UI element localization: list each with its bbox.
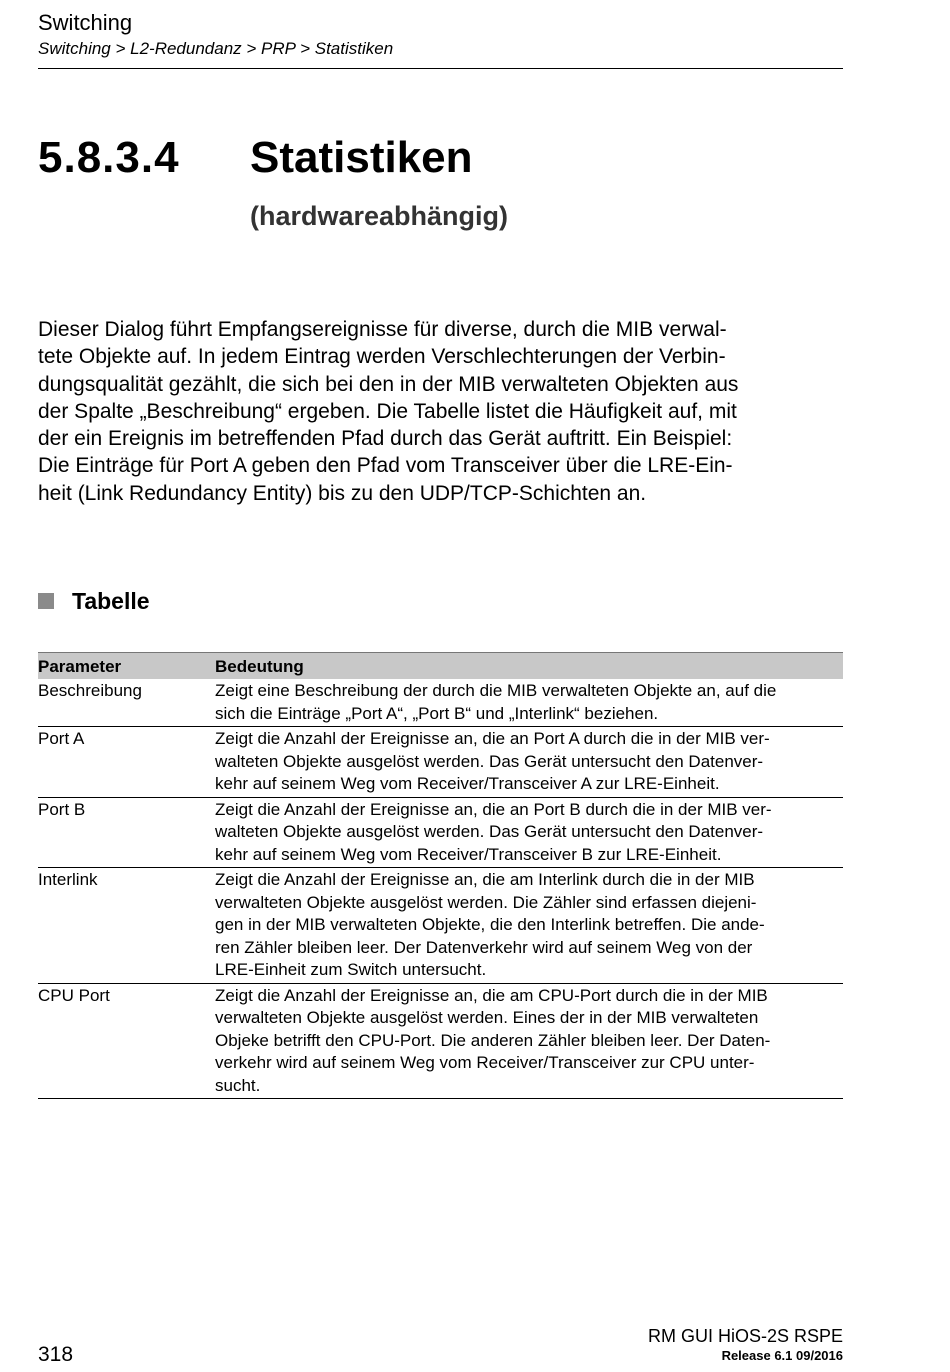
meaning-line: walteten Objekte ausgelöst werden. Das Gerät untersucht den Datenver- <box>215 751 764 771</box>
table-heading <box>38 586 150 616</box>
param-cell: Interlink <box>38 868 215 984</box>
chapter-title: Switching <box>38 10 133 35</box>
table-row <box>38 679 843 727</box>
meaning-line: kehr auf seinem Weg vom Receiver/Transceiver B zur LRE-Einheit. <box>215 844 722 864</box>
section-subtitle: (hardwareabhängig) <box>250 201 509 231</box>
page-number: 318 <box>38 1343 74 1366</box>
intro-line: der ein Ereignis im betreffenden Pfad durch das Gerät auftritt. Ein Beispiel: <box>38 427 733 451</box>
intro-line: der Spalte „Beschreibung“ ergeben. Die Tabelle listet die Häufigkeit auf, mit <box>38 399 737 423</box>
table-header-row <box>38 653 843 680</box>
intro-line: heit (Link Redundancy Entity) bis zu den UDP/TCP-Schichten an. <box>38 481 647 505</box>
meaning-line: verkehr wird auf seinem Weg vom Receiver/Transceiver zur CPU unter- <box>215 1053 755 1072</box>
document-title: RM GUI HiOS-2S RSPE <box>647 1326 843 1346</box>
release-info: Release 6.1 09/2016 <box>721 1348 843 1363</box>
square-bullet-icon <box>38 593 54 609</box>
intro-line: Dieser Dialog führt Empfangsereignisse für diverse, durch die MIB verwal- <box>38 318 727 341</box>
meaning-line: sucht. <box>215 1075 261 1095</box>
table-row <box>38 727 843 798</box>
meaning-line: verwalteten Objekte ausgelöst werden. Eines der in der MIB verwalteten <box>215 1008 759 1027</box>
meaning-line: gen in der MIB verwalteten Objekte, die den Interlink betreffen. Die ande- <box>215 915 765 934</box>
meaning-cell <box>215 868 843 984</box>
section-title: Statistiken <box>250 133 473 182</box>
meaning-cell <box>215 797 843 868</box>
meaning-line: Zeigt die Anzahl der Ereignisse an, die an Port A durch die in der MIB ver- <box>215 729 770 748</box>
column-header-meaning: Bedeutung <box>215 653 843 680</box>
param-cell: Beschreibung <box>38 679 215 727</box>
intro-line: dungsqualität gezählt, die sich bei den in der MIB verwalteten Objekten aus <box>38 372 739 396</box>
meaning-cell <box>215 679 843 727</box>
intro-paragraph <box>38 316 843 507</box>
header-divider <box>38 68 843 69</box>
meaning-line: Zeigt die Anzahl der Ereignisse an, die am CPU-Port durch die in der MIB <box>215 985 768 1005</box>
breadcrumb: Switching > L2-Redundanz > PRP > Statistiken <box>38 39 394 58</box>
page-header <box>38 10 843 60</box>
meaning-line: Zeigt die Anzahl der Ereignisse an, die an Port B durch die in der MIB ver- <box>215 799 772 819</box>
table-row <box>38 983 843 1099</box>
meaning-line: Zeigt eine Beschreibung der durch die MIB verwalteten Objekte an, auf die <box>215 681 777 700</box>
parameter-table <box>38 652 843 1099</box>
meaning-line: LRE-Einheit zum Switch untersucht. <box>215 960 487 979</box>
section-number: 5.8.3.4 <box>38 133 180 182</box>
table-heading-label: Tabelle <box>72 588 150 614</box>
table-row <box>38 868 843 984</box>
param-cell: CPU Port <box>38 983 215 1099</box>
meaning-line: sich die Einträge „Port A“, „Port B“ und „Interlink“ beziehen. <box>215 703 659 723</box>
document-info <box>648 1325 843 1365</box>
meaning-line: walteten Objekte ausgelöst werden. Das Gerät untersucht den Datenver- <box>215 822 764 841</box>
meaning-cell <box>215 727 843 798</box>
param-cell: Port A <box>38 727 215 798</box>
meaning-line: ren Zähler bleiben leer. Der Datenverkehr wird auf seinem Weg von der <box>215 937 753 957</box>
meaning-line: verwalteten Objekte ausgelöst werden. Die Zähler sind erfassen diejeni- <box>215 892 757 912</box>
param-cell: Port B <box>38 797 215 868</box>
meaning-line: Objeke betrifft den CPU-Port. Die anderen Zähler bleiben leer. Der Daten- <box>215 1030 771 1050</box>
column-header-parameter: Parameter <box>38 653 215 680</box>
table-row <box>38 797 843 868</box>
meaning-line: kehr auf seinem Weg vom Receiver/Transceiver A zur LRE-Einheit. <box>215 774 720 793</box>
meaning-cell <box>215 983 843 1099</box>
meaning-line: Zeigt die Anzahl der Ereignisse an, die am Interlink durch die in der MIB <box>215 870 755 889</box>
intro-line: Die Einträge für Port A geben den Pfad vom Transceiver über die LRE-Ein- <box>38 454 733 478</box>
intro-line: tete Objekte auf. In jedem Eintrag werden Verschlechterungen der Verbin- <box>38 345 726 369</box>
